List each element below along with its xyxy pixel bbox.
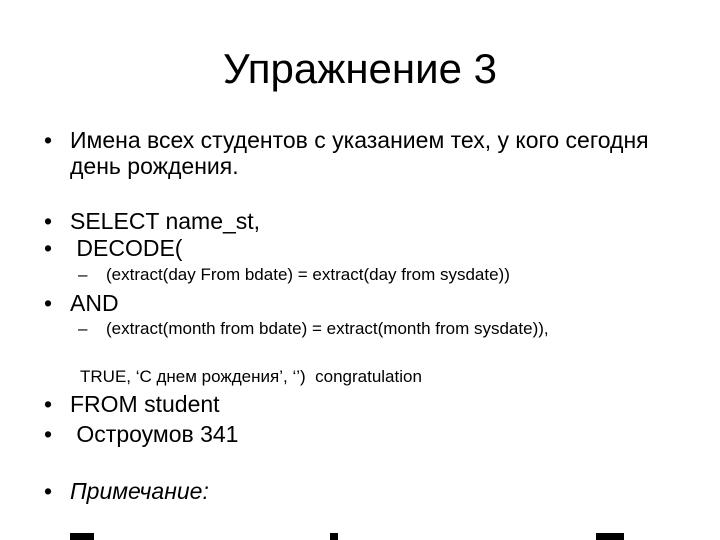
cutoff-text-fragment: [596, 533, 624, 540]
bullet-marker: •: [44, 391, 53, 417]
bullet-marker: •: [44, 290, 53, 316]
bullet-text-from: FROM student: [70, 391, 220, 417]
dash-marker: –: [78, 265, 88, 284]
sub-text-extract-day: (extract(day From bdate) = extract(day from sysdate)): [106, 265, 510, 284]
bullet-marker: •: [44, 478, 53, 504]
bullet-marker: •: [44, 235, 53, 261]
bullet-text-students-cont: день рождения.: [70, 153, 239, 179]
sub-text-extract-month: (extract(month from bdate) = extract(month from sysdate)),: [106, 319, 549, 338]
bullet-text-and: AND: [70, 290, 119, 316]
cutoff-text-fragment: [330, 533, 338, 540]
bullet-text-note: Примечание:: [70, 478, 209, 504]
bullet-text-decode: DECODE(: [70, 235, 183, 261]
bullet-text-select: SELECT name_st,: [70, 208, 261, 234]
bullet-text-author: Остроумов 341: [70, 421, 239, 447]
cutoff-text-fragment: [70, 533, 94, 540]
slide-title: Упражнение 3: [223, 45, 497, 92]
bullet-marker: •: [44, 127, 53, 153]
bullet-text-students: Имена всех студентов с указанием тех, у кого сегодня: [70, 127, 649, 153]
text-true-congratulation: TRUE, ‘С днем рождения’, ‘’) congratulation: [80, 367, 422, 386]
bullet-marker: •: [44, 208, 53, 234]
bullet-marker: •: [44, 421, 53, 447]
dash-marker: –: [78, 319, 88, 338]
